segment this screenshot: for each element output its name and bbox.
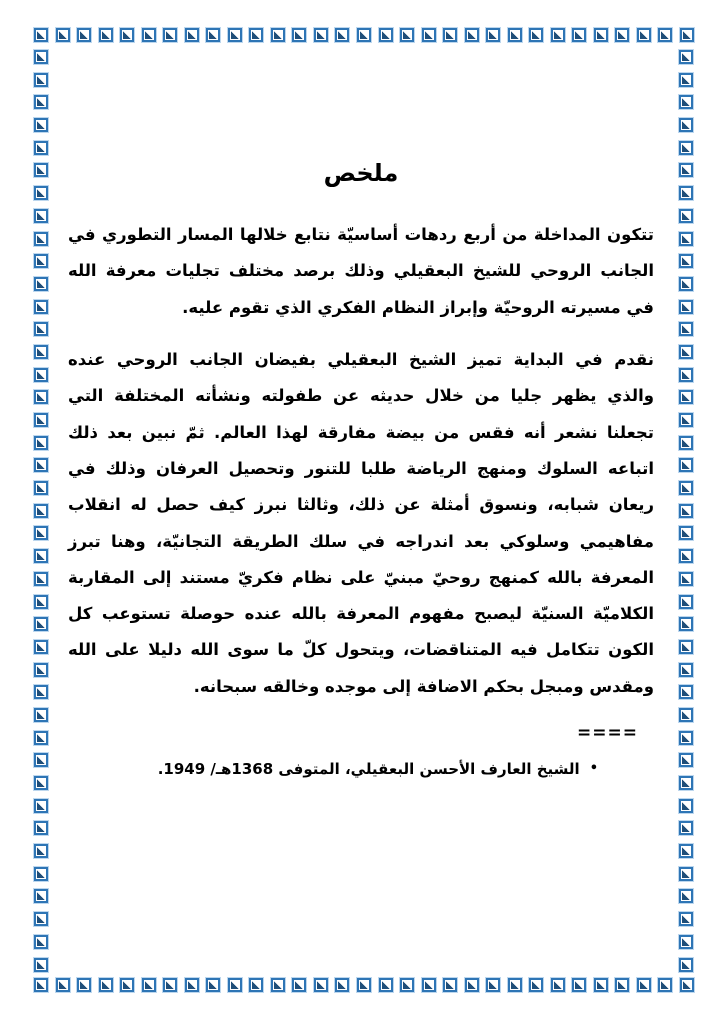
ornament-square-triangle-icon xyxy=(465,978,479,992)
ornament-square-triangle-icon xyxy=(679,277,693,291)
ornament-square-triangle-icon xyxy=(34,368,48,382)
ornament-square-triangle-icon xyxy=(292,978,306,992)
ornament-square-triangle-icon xyxy=(34,617,48,631)
ornament-square-triangle-icon xyxy=(34,73,48,87)
ornament-square-triangle-icon xyxy=(34,95,48,109)
abstract-paragraph-1: تتكون المداخلة من أربع ردهات أساسيّة نتابع خلالها المسار التطوري في الجانب الروحي للشيخ البعقيلي وذلك برصد مختلف تجليات معرفة الله في مسيرته الروحيّة وإبراز النظام الفكري الذي تقوم عليه. xyxy=(68,225,654,317)
ornament-square-triangle-icon xyxy=(34,549,48,563)
ornament-square-triangle-icon xyxy=(34,595,48,609)
ornament-square-triangle-icon xyxy=(679,186,693,200)
separator-line: ==== xyxy=(577,723,638,744)
ornament-square-triangle-icon xyxy=(679,95,693,109)
ornament-square-triangle-icon xyxy=(679,232,693,246)
ornament-square-triangle-icon xyxy=(34,753,48,767)
ornament-square-triangle-icon xyxy=(679,50,693,64)
ornament-square-triangle-icon xyxy=(679,640,693,654)
ornament-square-triangle-icon xyxy=(679,958,693,972)
ornament-square-triangle-icon xyxy=(34,799,48,813)
ornament-square-triangle-icon xyxy=(508,978,522,992)
ornament-square-triangle-icon xyxy=(271,978,285,992)
ornament-square-triangle-icon xyxy=(679,912,693,926)
ornament-square-triangle-icon xyxy=(34,776,48,790)
ornament-square-triangle-icon xyxy=(400,978,414,992)
ornament-square-triangle-icon xyxy=(34,978,48,992)
ornament-square-triangle-icon xyxy=(679,481,693,495)
ornament-square-triangle-icon xyxy=(679,708,693,722)
ornament-square-triangle-icon xyxy=(679,322,693,336)
ornament-square-triangle-icon xyxy=(77,978,91,992)
ornament-square-triangle-icon xyxy=(680,978,694,992)
ornament-square-triangle-icon xyxy=(551,978,565,992)
ornament-square-triangle-icon xyxy=(34,436,48,450)
ornament-square-triangle-icon xyxy=(679,867,693,881)
ornament-square-triangle-icon xyxy=(679,753,693,767)
ornament-square-triangle-icon xyxy=(34,889,48,903)
ornament-square-triangle-icon xyxy=(679,617,693,631)
ornament-square-triangle-icon xyxy=(34,572,48,586)
ornament-square-triangle-icon xyxy=(34,345,48,359)
ornament-square-triangle-icon xyxy=(34,821,48,835)
ornament-square-triangle-icon xyxy=(34,504,48,518)
ornament-square-triangle-icon xyxy=(34,640,48,654)
ornament-square-triangle-icon xyxy=(679,458,693,472)
ornament-square-triangle-icon xyxy=(34,322,48,336)
ornament-square-triangle-icon xyxy=(679,776,693,790)
ornament-square-triangle-icon xyxy=(443,978,457,992)
ornament-square-triangle-icon xyxy=(679,685,693,699)
ornament-square-triangle-icon xyxy=(163,978,177,992)
ornament-square-triangle-icon xyxy=(357,978,371,992)
ornament-square-triangle-icon xyxy=(679,141,693,155)
ornament-square-triangle-icon xyxy=(34,277,48,291)
footnote xyxy=(68,757,654,781)
ornament-square-triangle-icon xyxy=(34,481,48,495)
ornament-square-triangle-icon xyxy=(679,526,693,540)
ornament-square-triangle-icon xyxy=(206,978,220,992)
ornament-square-triangle-icon xyxy=(185,978,199,992)
ornament-square-triangle-icon xyxy=(34,390,48,404)
ornament-square-triangle-icon xyxy=(249,978,263,992)
footnote-text: الشيخ العارف الأحسن البعقيلي، المتوفى 1368هـ/ 1949. xyxy=(157,760,580,779)
ornament-square-triangle-icon xyxy=(679,844,693,858)
ornament-square-triangle-icon xyxy=(679,935,693,949)
ornament-square-triangle-icon xyxy=(486,978,500,992)
ornament-square-triangle-icon xyxy=(34,300,48,314)
ornament-square-triangle-icon xyxy=(34,28,48,42)
document-content xyxy=(68,0,654,781)
ornament-square-triangle-icon xyxy=(679,595,693,609)
ornament-square-triangle-icon xyxy=(679,345,693,359)
ornament-square-triangle-icon xyxy=(594,978,608,992)
bullet-icon: • xyxy=(589,761,598,777)
ornament-square-triangle-icon xyxy=(34,867,48,881)
ornament-square-triangle-icon xyxy=(34,458,48,472)
ornament-square-triangle-icon xyxy=(679,368,693,382)
ornament-square-triangle-icon xyxy=(34,186,48,200)
ornament-square-triangle-icon xyxy=(679,572,693,586)
page-title: ملخص xyxy=(323,159,399,187)
ornament-square-triangle-icon xyxy=(34,413,48,427)
ornament-square-triangle-icon xyxy=(34,254,48,268)
ornament-square-triangle-icon xyxy=(34,50,48,64)
ornament-square-triangle-icon xyxy=(34,526,48,540)
ornament-square-triangle-icon xyxy=(34,935,48,949)
ornament-square-triangle-icon xyxy=(658,28,672,42)
ornament-square-triangle-icon xyxy=(679,118,693,132)
ornament-square-triangle-icon xyxy=(335,978,349,992)
ornament-square-triangle-icon xyxy=(34,163,48,177)
ornament-square-triangle-icon xyxy=(120,978,134,992)
ornament-square-triangle-icon xyxy=(34,708,48,722)
ornament-square-triangle-icon xyxy=(228,978,242,992)
ornament-square-triangle-icon xyxy=(679,799,693,813)
ornament-square-triangle-icon xyxy=(679,209,693,223)
ornament-square-triangle-icon xyxy=(422,978,436,992)
ornament-border-left xyxy=(34,50,48,972)
ornament-square-triangle-icon xyxy=(56,978,70,992)
ornament-square-triangle-icon xyxy=(34,232,48,246)
ornament-square-triangle-icon xyxy=(679,300,693,314)
ornament-square-triangle-icon xyxy=(679,390,693,404)
ornament-border-right xyxy=(679,50,693,972)
ornament-square-triangle-icon xyxy=(34,844,48,858)
ornament-square-triangle-icon xyxy=(679,436,693,450)
ornament-square-triangle-icon xyxy=(34,663,48,677)
ornament-square-triangle-icon xyxy=(679,504,693,518)
ornament-square-triangle-icon xyxy=(679,73,693,87)
ornament-square-triangle-icon xyxy=(314,978,328,992)
abstract-paragraph-2: نقدم في البداية تميز الشيخ البعقيلي بفيضان الجانب الروحي عنده والذي يظهر جليا من خلال حديثه عن طفولته ونشأته المختلفة التي تجعلنا نشعر أنه فقس من بيضة مفارقة لهذا العالم. ثمّ نبين بعد ذلك اتباعه السلوك ومنهج الرياضة طلبا للتنور وتحصيل العرفان وذلك في ريعان شبابه، ونسوق أمثلة عن ذلك، وثالثا نبرز كيف حصل له انقلاب مفاهيمي وسلوكي بعد اندراجه في سلك الطريقة التجانيّة، وهنا تبرز المعرفة بالله كمنهج روحيّ مبنيّ على نظام فكريّ مستند إلى المقاربة الكلاميّة السنيّة ليصبح مفهوم المعرفة بالله عنده حوصلة تستوعب كل الكون تتكامل فيه المتناقضات، ويتحول كلّ ما سوى الله دليلا على الله ومقدس ومبجل بحكم الاضافة إلى موجده وخالقه سبحانه. xyxy=(68,350,654,696)
ornament-square-triangle-icon xyxy=(615,978,629,992)
ornament-square-triangle-icon xyxy=(679,163,693,177)
ornament-square-triangle-icon xyxy=(529,978,543,992)
ornament-square-triangle-icon xyxy=(34,912,48,926)
ornament-square-triangle-icon xyxy=(679,663,693,677)
ornament-square-triangle-icon xyxy=(572,978,586,992)
ornament-square-triangle-icon xyxy=(680,28,694,42)
ornament-square-triangle-icon xyxy=(34,118,48,132)
ornament-square-triangle-icon xyxy=(379,978,393,992)
ornament-square-triangle-icon xyxy=(679,821,693,835)
ornament-square-triangle-icon xyxy=(679,731,693,745)
ornament-square-triangle-icon xyxy=(34,731,48,745)
ornament-square-triangle-icon xyxy=(679,413,693,427)
ornament-border-bottom xyxy=(34,978,694,992)
ornament-square-triangle-icon xyxy=(679,254,693,268)
ornament-square-triangle-icon xyxy=(679,549,693,563)
ornament-square-triangle-icon xyxy=(34,209,48,223)
ornament-square-triangle-icon xyxy=(34,958,48,972)
ornament-square-triangle-icon xyxy=(34,141,48,155)
ornament-square-triangle-icon xyxy=(99,978,113,992)
ornament-square-triangle-icon xyxy=(34,685,48,699)
ornament-square-triangle-icon xyxy=(142,978,156,992)
ornament-square-triangle-icon xyxy=(679,889,693,903)
ornament-square-triangle-icon xyxy=(637,978,651,992)
ornament-square-triangle-icon xyxy=(658,978,672,992)
